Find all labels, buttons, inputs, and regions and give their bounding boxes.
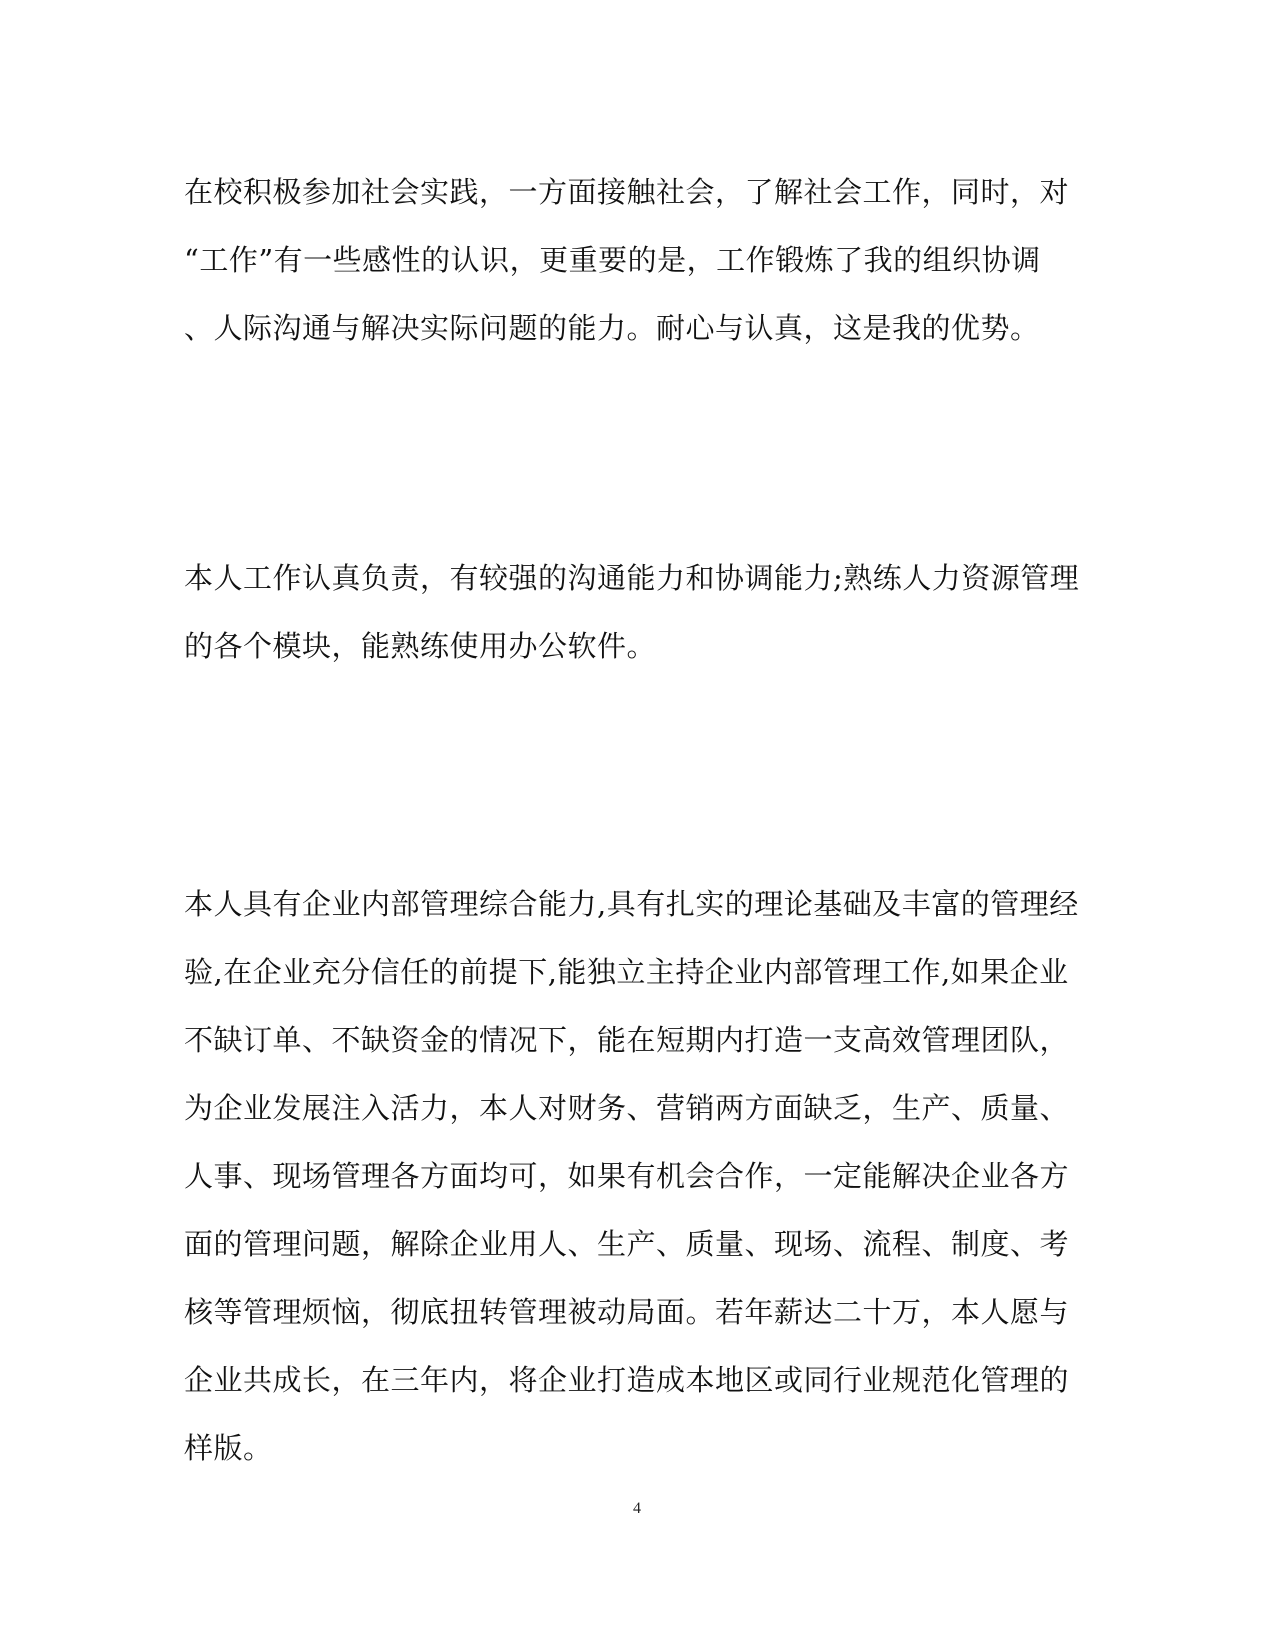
- paragraph-line: 本人具有企业内部管理综合能力,具有扎实的理论基础及丰富的管理经: [184, 887, 1079, 921]
- paragraph-line: “工作”有一些感性的认识，更重要的是，工作锻炼了我的组织协调: [184, 243, 1041, 277]
- page-number: 4: [633, 1500, 641, 1517]
- paragraph-management-ability: [184, 870, 1084, 1482]
- paragraph-line: 人事、现场管理各方面均可，如果有机会合作，一定能解决企业各方: [184, 1159, 1070, 1193]
- paragraph-line: 核等管理烦恼，彻底扭转管理被动局面。若年薪达二十万，本人愿与: [184, 1295, 1070, 1329]
- paragraph-line: 样版。: [184, 1431, 273, 1465]
- paragraph-line: 验,在企业充分信任的前提下,能独立主持企业内部管理工作,如果企业: [184, 955, 1069, 989]
- paragraph-line: 企业共成长，在三年内，将企业打造成本地区或同行业规范化管理的: [184, 1363, 1070, 1397]
- paragraph-line: 面的管理问题，解除企业用人、生产、质量、现场、流程、制度、考: [184, 1227, 1070, 1261]
- paragraph-social-practice: [184, 158, 1084, 362]
- paragraph-line: 在校积极参加社会实践，一方面接触社会，了解社会工作，同时，对: [184, 175, 1070, 209]
- paragraph-line: 、人际沟通与解决实际问题的能力。耐心与认真，这是我的优势。: [184, 311, 1040, 345]
- paragraph-line: 为企业发展注入活力，本人对财务、营销两方面缺乏，生产、质量、: [184, 1091, 1070, 1125]
- paragraph-line: 不缺订单、不缺资金的情况下，能在短期内打造一支高效管理团队，: [184, 1023, 1070, 1057]
- paragraph-line: 本人工作认真负责，有较强的沟通能力和协调能力;熟练人力资源管理: [184, 561, 1080, 595]
- paragraph-line: 的各个模块，能熟练使用办公软件。: [184, 629, 657, 663]
- paragraph-work-attitude: [184, 544, 1084, 680]
